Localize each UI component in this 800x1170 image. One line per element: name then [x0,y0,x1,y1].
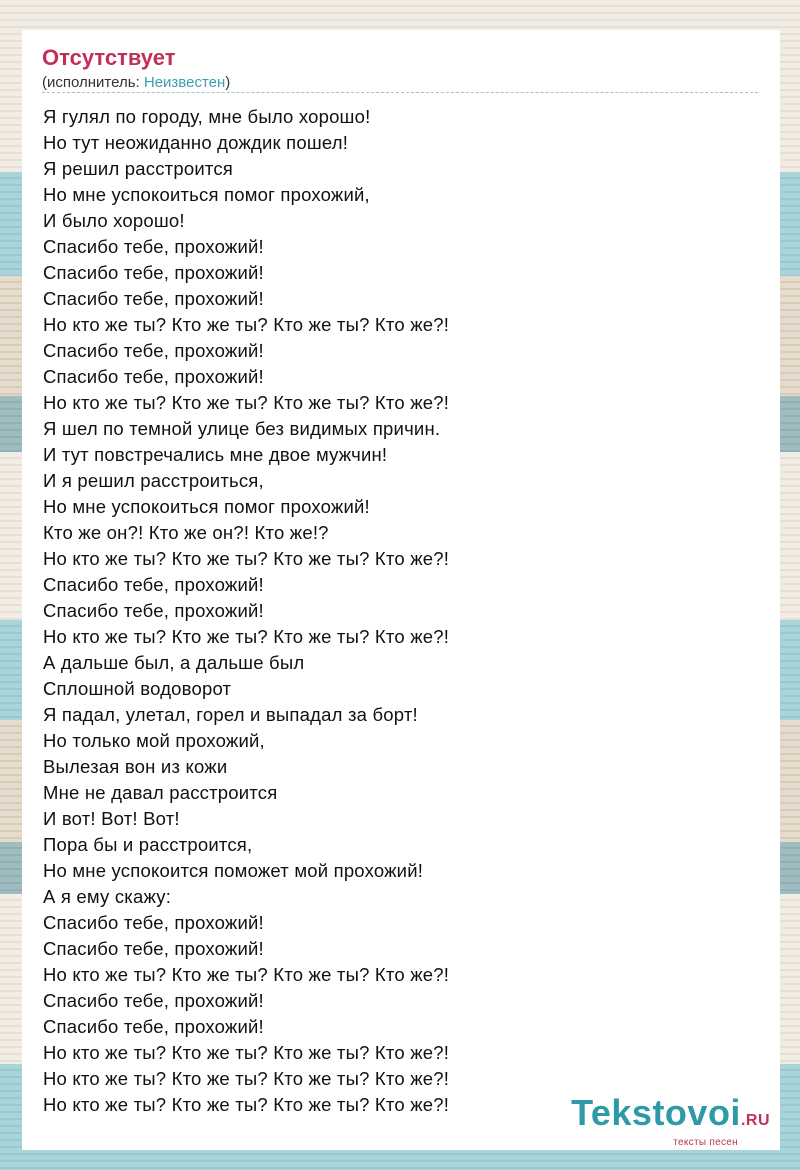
lyric-line: Спасибо тебе, прохожий! [43,340,264,361]
lyric-line: Мне не давал расстроится [43,782,278,803]
lyric-line: Спасибо тебе, прохожий! [43,990,264,1011]
lyric-line: А дальше был, а дальше был [43,652,305,673]
lyric-line: Но кто же ты? Кто же ты? Кто же ты? Кто же?! [43,626,450,647]
lyric-line: Спасибо тебе, прохожий! [43,262,264,283]
lyric-line: И было хорошо! [43,210,185,231]
lyric-line: Пора бы и расстроится, [43,834,253,855]
lyrics-card [22,30,780,1150]
song-title: Отсутствует [42,45,176,70]
lyric-line: Спасибо тебе, прохожий! [43,912,264,933]
lyric-line: Но кто же ты? Кто же ты? Кто же ты? Кто же?! [43,314,450,335]
lyric-line: Я падал, улетал, горел и выпадал за борт! [43,704,418,725]
lyric-line: Спасибо тебе, прохожий! [43,574,264,595]
logo-wordmark [571,1092,770,1139]
lyric-line: Но кто же ты? Кто же ты? Кто же ты? Кто же?! [43,1094,450,1115]
lyric-line: Но тут неожиданно дождик пошел! [43,132,349,153]
lyric-line: Но кто же ты? Кто же ты? Кто же ты? Кто же?! [43,548,450,569]
lyric-line: Спасибо тебе, прохожий! [43,600,264,621]
lyric-line: Но мне успокоиться помог прохожий! [43,496,370,517]
lyric-line: Но кто же ты? Кто же ты? Кто же ты? Кто же?! [43,964,450,985]
lyric-line: Спасибо тебе, прохожий! [43,236,264,257]
logo-name: Tekstovoi [571,1092,741,1133]
artist-suffix: ) [225,74,231,91]
lyric-line: И тут повстречались мне двое мужчин! [43,444,388,465]
artist-link[interactable]: Неизвестен [143,74,226,91]
lyric-line: Но кто же ты? Кто же ты? Кто же ты? Кто же?! [43,392,450,413]
logo-tld: .RU [740,1112,770,1129]
lyric-line: Сплошной водоворот [43,678,232,699]
lyric-line: Кто же он?! Кто же он?! Кто же!? [43,522,329,543]
lyric-line: Я гулял по городу, мне было хорошо! [43,106,371,127]
lyric-line: Спасибо тебе, прохожий! [43,1016,264,1037]
lyric-line: Но только мой прохожий, [43,730,265,751]
header-divider [42,92,758,93]
artist-prefix: (исполнитель: [42,74,144,91]
lyric-line: Вылезая вон из кожи [43,756,228,777]
lyric-line: И вот! Вот! Вот! [43,808,180,829]
lyric-line: Но мне успокоиться помог прохожий, [43,184,370,205]
lyric-line: И я решил расстроиться, [43,470,264,491]
lyrics-list [43,104,449,1118]
logo-tagline: тексты песен [673,1137,738,1148]
lyric-line: Я шел по темной улице без видимых причин. [43,418,441,439]
lyric-line: Спасибо тебе, прохожий! [43,938,264,959]
lyric-line: Но кто же ты? Кто же ты? Кто же ты? Кто же?! [43,1068,450,1089]
artist-byline [42,74,758,92]
lyric-line: Но кто же ты? Кто же ты? Кто же ты? Кто же?! [43,1042,450,1063]
lyric-line: Я решил расстроится [43,158,233,179]
lyric-line: Но мне успокоится поможет мой прохожий! [43,860,424,881]
lyric-line: Спасибо тебе, прохожий! [43,366,264,387]
song-header [42,44,758,92]
lyric-line: Спасибо тебе, прохожий! [43,288,264,309]
site-logo[interactable] [571,1092,770,1148]
lyric-line: А я ему скажу: [43,886,172,907]
